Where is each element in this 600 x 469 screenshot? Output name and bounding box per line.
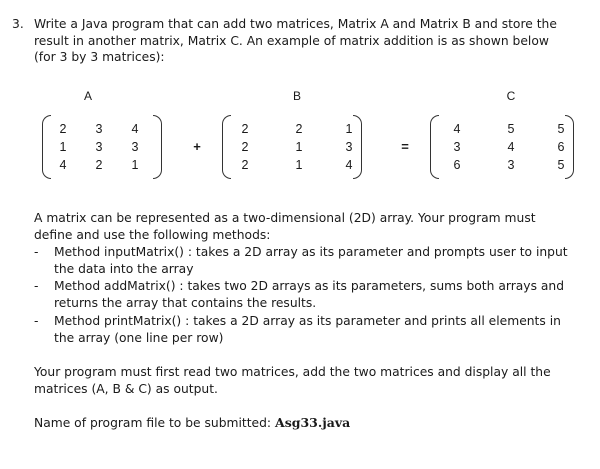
matrix-c-cell: 5 <box>557 122 565 136</box>
matrix-a-cell: 2 <box>95 158 103 172</box>
matrix-c-cell: 4 <box>507 140 515 154</box>
method-add-matrix: Method addMatrix() : takes two 2D arrays as its parameters, sums both arrays and returns the array that contains the results. <box>54 279 565 310</box>
list-item <box>34 244 570 277</box>
matrix-a-cell: 1 <box>59 140 67 154</box>
matrix-b-cell: 2 <box>295 122 303 136</box>
list-dash: - <box>34 245 39 259</box>
list-dash: - <box>34 314 39 328</box>
matrix-b-left-bracket <box>222 115 231 179</box>
matrix-a-cell: 4 <box>131 122 139 136</box>
matrix-a-cell: 3 <box>95 140 103 154</box>
list-item <box>34 278 570 311</box>
list-item <box>34 313 570 346</box>
matrix-c-cell: 5 <box>507 122 515 136</box>
description-paragraph: A matrix can be represented as a two-dimensional (2D) array. Your program must define and use the following methods: <box>34 211 536 242</box>
matrix-a <box>42 115 162 179</box>
matrix-b-cell: 1 <box>295 158 303 172</box>
matrix-b-cell: 2 <box>241 158 249 172</box>
matrix-b-cell: 4 <box>345 158 353 172</box>
matrix-a-right-bracket <box>153 115 162 179</box>
matrix-a-cell: 3 <box>95 122 103 136</box>
list-dash: - <box>34 279 39 293</box>
matrix-c-cell: 4 <box>453 122 461 136</box>
equals-sign: = <box>401 139 409 154</box>
matrix-c-cell: 6 <box>453 158 461 172</box>
matrix-a-cell: 2 <box>59 122 67 136</box>
matrix-c <box>430 115 574 179</box>
matrix-c-cell: 3 <box>453 140 461 154</box>
matrix-b-label: B <box>292 89 301 103</box>
question-intro-text: Write a Java program that can add two matrices, Matrix A and Matrix B and store the result in another matrix, Matrix C. An example of matrix addition is as shown below (for 3 by 3 matrices): <box>34 17 557 64</box>
filename-label: Name of program file to be submitted: <box>34 416 272 430</box>
matrix-c-cell: 3 <box>507 158 515 172</box>
matrix-a-cell: 4 <box>59 158 67 172</box>
question-intro <box>12 16 572 66</box>
matrix-c-cell: 6 <box>557 140 565 154</box>
matrix-b-cell: 1 <box>345 122 353 136</box>
filename: Asg33.java <box>275 415 351 430</box>
matrix-b-cell: 2 <box>241 122 249 136</box>
closing-paragraph: Your program must first read two matrices, add the two matrices and display all the matrices (A, B & C) as output. <box>34 365 551 396</box>
method-print-matrix: Method printMatrix() : takes a 2D array as its parameter and prints all elements in the array (one line per row) <box>54 314 561 345</box>
method-input-matrix: Method inputMatrix() : takes a 2D array as its parameter and prompts user to input the data into the array <box>54 245 568 276</box>
matrix-b-cell: 1 <box>295 140 303 154</box>
matrix-c-left-bracket <box>430 115 439 179</box>
matrix-a-label: A <box>83 89 92 103</box>
matrix-c-cell: 5 <box>557 158 565 172</box>
matrix-b-cell: 2 <box>241 140 249 154</box>
filename-line <box>34 415 570 432</box>
matrix-a-cell: 3 <box>131 140 139 154</box>
question-number: 3. <box>12 17 24 31</box>
matrix-b-cell: 3 <box>345 140 353 154</box>
matrix-a-cell: 1 <box>131 158 139 172</box>
matrix-a-left-bracket <box>42 115 51 179</box>
matrix-c-label: C <box>506 89 516 103</box>
plus-sign: + <box>193 139 201 154</box>
matrix-b <box>222 115 362 179</box>
